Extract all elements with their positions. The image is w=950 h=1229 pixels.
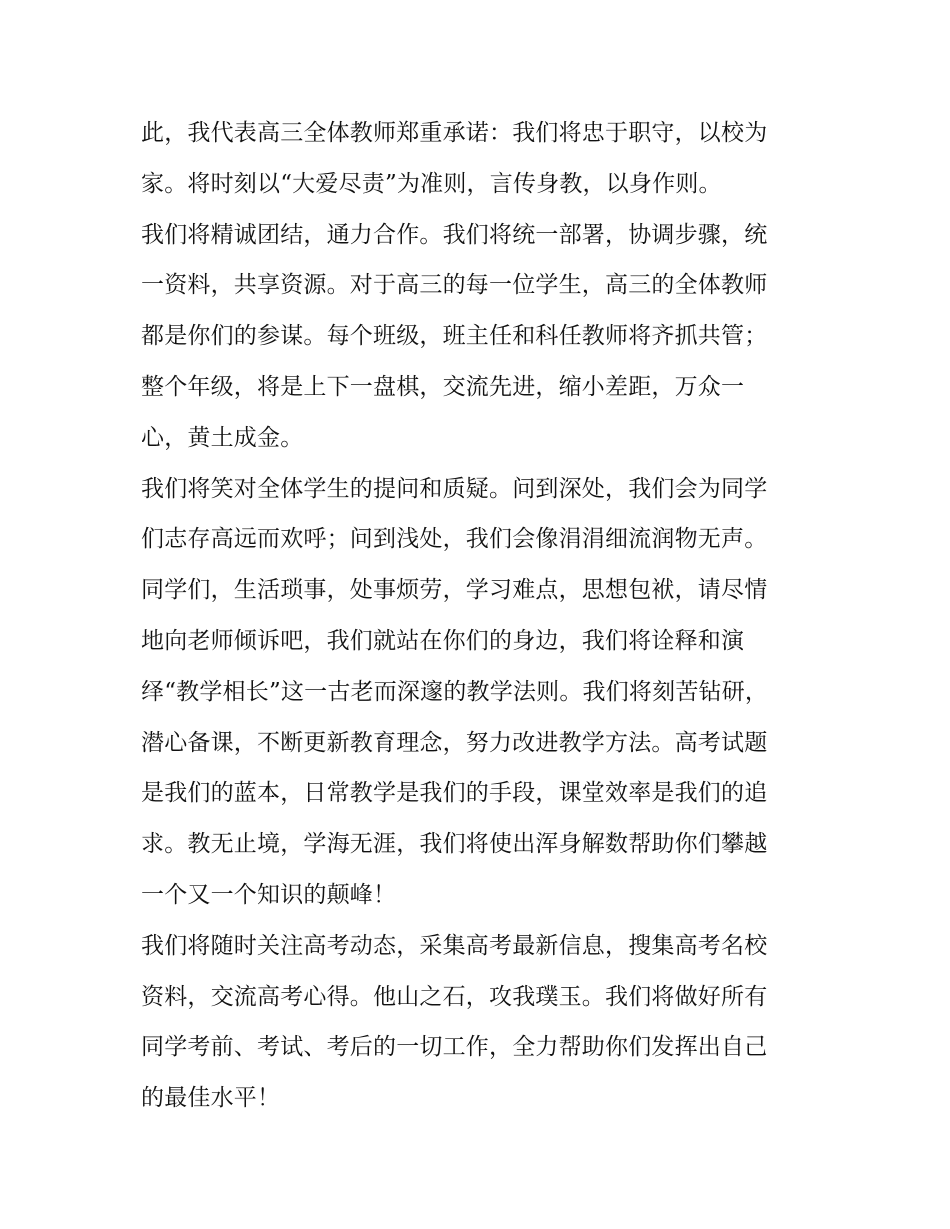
text-line: 资料，交流高考心得。他山之石，攻我璞玉。我们将做好所有 [141, 983, 768, 1010]
text-line: 我们将笑对全体学生的提问和质疑。问到深处，我们会为同学 [141, 475, 768, 502]
text-line: 同学考前、考试、考后的一切工作，全力帮助你们发挥出自己 [141, 1034, 768, 1061]
text-line: 整个年级，将是上下一盘棋，交流先进，缩小差距，万众一 [141, 373, 745, 400]
text-line: 一资料，共享资源。对于高三的每一位学生，高三的全体教师 [141, 272, 768, 299]
text-line: 潜心备课，不断更新教育理念，努力改进教学方法。高考试题 [141, 729, 768, 756]
text-line: 求。教无止境，学海无涯，我们将使出浑身解数帮助你们攀越 [141, 831, 768, 858]
text-line: 绎“教学相长”这一古老而深邃的教学法则。我们将刻苦钻研， [141, 678, 769, 705]
text-line: 是我们的蓝本，日常教学是我们的手段，课堂效率是我们的追 [141, 780, 768, 807]
text-line: 地向老师倾诉吧，我们就站在你们的身边，我们将诠释和演 [141, 627, 745, 654]
text-line: 们志存高远而欢呼；问到浅处，我们会像涓涓细流润物无声。 [141, 526, 768, 553]
text-line: 的最佳水平！ [141, 1085, 281, 1112]
text-line: 我们将随时关注高考动态，采集高考最新信息，搜集高考名校 [141, 932, 768, 959]
text-line: 家。将时刻以“大爱尽责”为准则，言传身教，以身作则。 [141, 170, 722, 197]
text-line: 同学们，生活琐事，处事烦劳，学习难点，思想包袱，请尽情 [141, 577, 768, 604]
text-line: 心，黄土成金。 [141, 424, 304, 451]
text-line: 此，我代表高三全体教师郑重承诺：我们将忠于职守，以校为 [141, 120, 768, 146]
text-line: 一个又一个知识的颠峰！ [141, 881, 397, 908]
text-line: 都是你们的参谋。每个班级，班主任和科任教师将齐抓共管； [141, 323, 768, 350]
text-line: 我们将精诚团结，通力合作。我们将统一部署，协调步骤，统 [141, 221, 768, 248]
document-body [141, 108, 813, 1124]
